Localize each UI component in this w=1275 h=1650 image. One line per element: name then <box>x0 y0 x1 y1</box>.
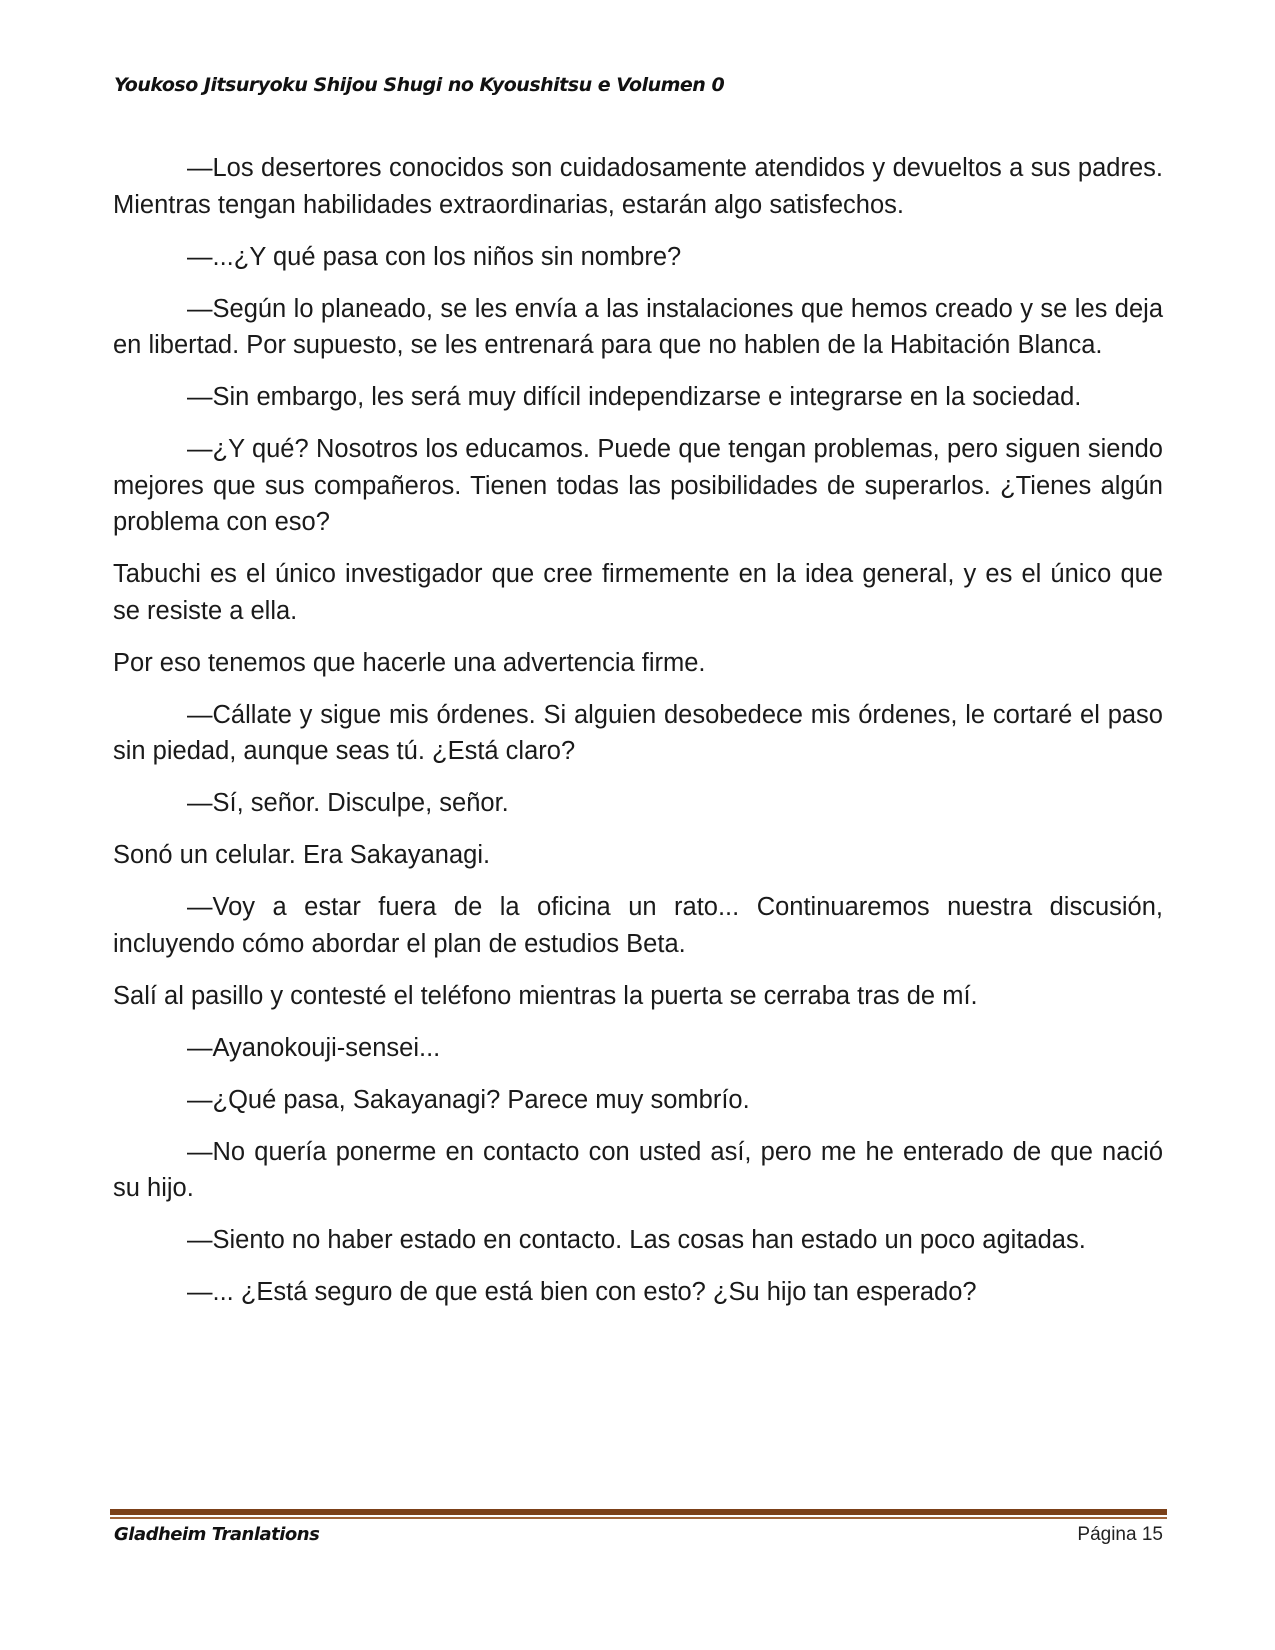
footer-rule-thin <box>110 1517 1167 1519</box>
paragraph: —... ¿Está seguro de que está bien con esto? ¿Su hijo tan esperado? <box>187 1278 977 1306</box>
paragraph: —Cállate y sigue mis órdenes. Si alguien desobedece mis órdenes, le cortaré el paso sin piedad, aunque seas tú. ¿Está claro? <box>113 700 1163 765</box>
paragraph: —Voy a estar fuera de la oficina un rato... Continuaremos nuestra discusión, incluyendo cómo abordar el plan de estudios Beta. <box>113 893 1163 958</box>
page-body <box>113 150 1163 1326</box>
page-number-value: 15 <box>1141 1524 1163 1545</box>
paragraph: Salí al pasillo y contesté el teléfono mientras la puerta se cerraba tras de mí. <box>113 981 978 1010</box>
paragraph: —Siento no haber estado en contacto. Las cosas han estado un poco agitadas. <box>187 1226 1086 1254</box>
running-header: Youkoso Jitsuryoku Shijou Shugi no Kyoushitsu e Volumen 0 <box>114 74 725 96</box>
paragraph: —Sin embargo, les será muy difícil independizarse e integrarse en la sociedad. <box>187 383 1082 411</box>
page-number <box>1077 1524 1163 1546</box>
paragraph: —¿Qué pasa, Sakayanagi? Parece muy sombrío. <box>187 1085 750 1114</box>
paragraph: Tabuchi es el único investigador que cree firmemente en la idea general, y es el único que se resiste a ella. <box>113 560 1163 625</box>
paragraph: —Según lo planeado, se les envía a las instalaciones que hemos creado y se les deja en libertad. Por supuesto, se les entrenará para que no hablen de la Habitación Blanca. <box>113 294 1163 359</box>
page-label: Página <box>1077 1524 1137 1545</box>
paragraph: —Sí, señor. Disculpe, señor. <box>187 789 509 817</box>
footer-publisher: Gladheim Tranlations <box>114 1524 320 1545</box>
paragraph: —...¿Y qué pasa con los niños sin nombre? <box>187 242 682 271</box>
paragraph: —Los desertores conocidos son cuidadosamente atendidos y devueltos a sus padres. Mientras tengan habilidades extraordinarias, estarán algo satisfechos. <box>113 154 1163 219</box>
paragraph: Por eso tenemos que hacerle una advertencia firme. <box>113 648 706 677</box>
footer-rule <box>110 1509 1167 1515</box>
paragraph: Sonó un celular. Era Sakayanagi. <box>113 841 491 869</box>
paragraph: —¿Y qué? Nosotros los educamos. Puede que tengan problemas, pero siguen siendo mejores que sus compañeros. Tienen todas las posibilidades de superarlos. ¿Tienes algún problema con eso? <box>113 435 1163 536</box>
paragraph: —Ayanokouji-sensei... <box>187 1033 441 1062</box>
paragraph: —No quería ponerme en contacto con usted así, pero me he enterado de que nació su hijo. <box>113 1137 1163 1202</box>
